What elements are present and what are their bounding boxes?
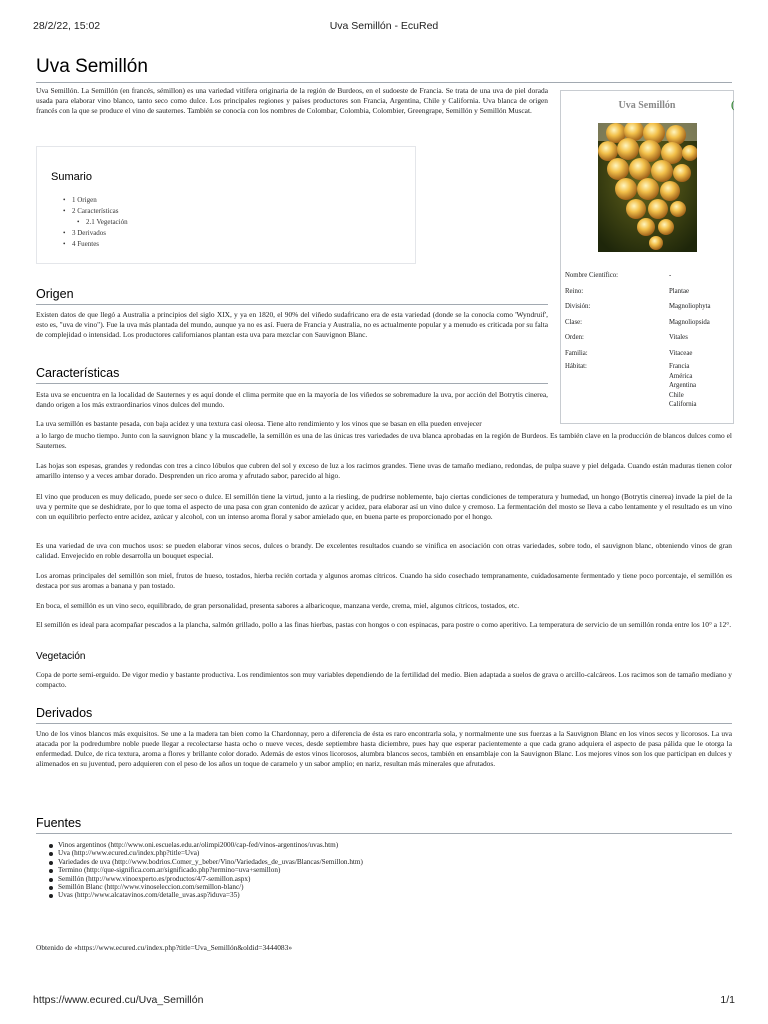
table-of-contents — [36, 146, 416, 264]
heading-fuentes-divider — [36, 833, 732, 834]
source-link[interactable]: Uva (http://www.ecured.cu/index.php?title=Uva) — [48, 849, 363, 857]
page-title: Uva Semillón — [36, 56, 148, 77]
toc-list — [63, 195, 128, 250]
caracteristicas-paragraph-8: El semillón es ideal para acompañar pescados a la plancha, salmón grillado, pollo a las finas hierbas, pastas con hongos o con espinacas, para postre o como aperitivo. La temperatura de servicio de un semillón ronda entre los 10° a 12°. — [36, 620, 732, 629]
caracteristicas-paragraph-5: Es una variedad de uva con muchos usos: se pueden elaborar vinos secos, dulces o brandy. De excelentes resultados cuando se vinifica en asociación con otras variedades, sobre todo, el sauvignon blanc, obteniendo vinos de gran calidad. Envejecido en roble desarrolla un bouquet especial. — [36, 541, 732, 560]
heading-caracteristicas-divider — [36, 383, 548, 384]
grape-cluster-icon — [598, 123, 697, 252]
source-link[interactable]: Semillón Blanc (http://www.vinoseleccion.com/semillon-blanc/) — [48, 883, 363, 891]
caracteristicas-paragraph-1: Esta uva se encuentra en la localidad de Sauternes y es aquí donde el clima permite que en la mayoría de los viñedos se sobremadure la uva, por acción del Botrytis cinerea, dando origen a los más extraordinarios vinos dulces del mundo. — [36, 390, 548, 409]
caracteristicas-paragraph-6: Los aromas principales del semillón son miel, frutos de hueso, tostados, hierba recién cortada y algunos aromas cítricos. Cuando ha sido cosechado tempranamente, cuidadosamente fermentado y tiene poco porcentaje, el semillón es destaca por sus aromas a banana y pan tostado. — [36, 571, 732, 590]
print-page-number: 1/1 — [720, 994, 735, 1006]
heading-fuentes: Fuentes — [36, 816, 82, 830]
print-datetime: 28/2/22, 15:02 — [33, 20, 101, 32]
heading-vegetacion: Vegetación — [36, 651, 86, 662]
caracteristicas-paragraph-7: En boca, el semillón es un vino seco, equilibrado, de gran personalidad, presenta sabores a albaricoque, manzana verde, crema, miel, algunos cítricos, tostados, etc. — [36, 601, 520, 610]
source-link[interactable]: Semillón (http://www.vinoexperto.es/productos/4/7-semillon.aspx) — [48, 875, 363, 883]
infobox: Uva Semillón Nombre Científico: - Reino: Plantae División: Magnoliophyta Clase: Magnoliopsida Orden: Vitales Familia: Vitaceae Hábitat: Francia América Argentina Chile California — [560, 90, 734, 424]
heading-caracteristicas: Características — [36, 366, 120, 380]
toc-item-derivados[interactable]: • 3 Derivados — [63, 229, 107, 237]
caracteristicas-paragraph-3: Las hojas son espesas, grandes y redondas con tres a cinco lóbulos que cubren del sol y exceso de luz a los racimos grandes. Tiene uvas de tamaño mediano, redondas, de pulpa suave y piel delgada. Cuando están maduras tienen color amarillo intenso y a veces ambar dorado. Desprenden un rico aroma y afrutado sabor, parecido al higo. — [36, 461, 732, 480]
infobox-title: Uva Semillón — [618, 100, 676, 111]
source-link[interactable]: Termino (http://que-significa.com.ar/significado.php?termino=uva+semillon) — [48, 866, 363, 874]
toc-item-origen[interactable]: • 1 Origen — [63, 196, 97, 204]
edge-marker-icon: ( — [731, 100, 735, 111]
caracteristicas-paragraph-4: El vino que producen es muy delicado, puede ser seco o dulce. El semillón tiene la virtud, junto a la riesling, de pudrirse noblemente, bajo ciertas condiciones de temperatura y humedad, un hongo (Botrytis cinerea) invade la piel de la uva y permite que se deshidrate, por lo que toma el aspecto de una pasa con gran contenido de azúcar y acidez, para elaborar así un vino dulce y cremoso. La fermentación del mosto se lleva a cabo lentamente y el resultado es un vino con un equilibrio perfecto entre acidez, azúcar y alcohol, con un intenso aroma floral y sabor amielado que, en buena parte es proporcionado por el hongo. — [36, 492, 732, 521]
heading-derivados-divider — [36, 723, 732, 724]
source-link[interactable]: Variedades de uva (http://www.bodrios.Comer_y_beber/Vino/Variedades_de_uvas/Blancas/Semillon.htm) — [48, 858, 363, 866]
derivados-paragraph: Uno de los vinos blancos más exquisitos. Se une a la madera tan bien como la Chardonnay, pero a diferencia de ésta es raro encontrarla sola, y normalmente une sus fuerzas a la Sauvignon Blanc en los vinos secos y licorosos. La uva atacada por la podredumbre noble puede llegar a recolectarse hasta ocho o nueve veces, desde septiembre hasta diciembre, pues hay que esperar pacientemente a que cada grano adquiera el aspecto de pasa pálida que le otorga la enfermedad. Dulce, de rica textura, aroma a flores y brillante color dorado. Además de estos vinos licorosos, alumbra blancos secos, también en ensamblaje con la Sauvignon Blanc. Los mejores vinos son los que participan en dulces y alimenados en su juventud, pero adquieren con el peso de los años un toque de caramelo y un sabor amplio; en nariz, resultan más minerales que afrutados. — [36, 729, 732, 768]
toc-item-caracteristicas[interactable]: • 2 Características — [63, 207, 119, 215]
toc-item-vegetacion[interactable]: • 2.1 Vegetación — [77, 218, 128, 226]
obtained-from-link[interactable]: Obtenido de «https://www.ecured.cu/index.php?title=Uva_Semillón&oldid=3444083» — [36, 943, 293, 952]
heading-derivados: Derivados — [36, 706, 93, 720]
sources-list — [48, 841, 363, 900]
origen-paragraph: Existen datos de que llegó a Australia a principios del siglo XIX, y ya en 1820, el 90% del viñedo sudafricano era de esta variedad (donde se la conocía como 'Wyndruif', esto es, "uva de vino"). Fue la uva más plantada del mundo, aunque ya no es así. Fuera de Francia y Australia, no es actualmente popular y a menudo es criticada por su falta de complejidad o intensidad. Los productores californianos plantan esta uva para mezclar con Sauvignon Blanc. — [36, 310, 548, 339]
caracteristicas-paragraph-2b: a lo largo de mucho tiempo. Junto con la sauvignon blanc y la muscadelle, la semillón es una de las únicas tres variedades de uva blanca aprobadas en la región de Burdeos. Es también clave en la producción de blancos dulces como el Sauternes. — [36, 431, 732, 450]
title-divider — [36, 82, 732, 83]
toc-item-fuentes[interactable]: • 4 Fuentes — [63, 240, 100, 248]
heading-origen-divider — [36, 304, 548, 305]
print-header — [33, 20, 735, 34]
grape-image[interactable] — [598, 123, 697, 252]
print-page-title: Uva Semillón - EcuRed — [329, 20, 439, 32]
caracteristicas-paragraph-2a: La uva semillón es bastante pesada, con baja acidez y una textura casi oleosa. Tiene alto rendimiento y los vinos que se basan en ella pueden envejecer — [36, 419, 482, 428]
toc-title: Sumario — [51, 171, 92, 183]
intro-paragraph: Uva Semillón. La Semillón (en francés, sémillon) es una variedad vitífera originaria de la región de Burdeos, en el sudoeste de Francia. Se trata de una uva de piel dorada usada para elaborar vino blanco, tanto seco como dulce. Los principales regiones y países productores son Francia, Argentina, Chile y California. Uva blanca de origen francés con la que se produce el vino de sauternes. También se conocía con los nombres de Colombar, Colombia, Colombier, Greengrape, Semillón y Semillón Muscat. — [36, 86, 548, 115]
vegetacion-paragraph: Copa de porte semi-erguido. De vigor medio y bastante productiva. Los rendimientos son muy variables dependiendo de la fertilidad del medio. Bien adaptada a suelos de grava o arcillo-calcáreos. Los racimos son de tamaño mediano y compacto. — [36, 670, 732, 689]
print-url: https://www.ecured.cu/Uva_Semillón — [33, 994, 204, 1006]
source-link[interactable]: Vinos argentinos (http://www.oni.escuelas.edu.ar/olimpi2000/cap-fed/vinos-argentinos/uvas.htm) — [48, 841, 363, 849]
heading-origen: Origen — [36, 287, 74, 301]
source-link[interactable]: Uvas (http://www.alcatavinos.com/detalle_uvas.asp?iduva=35) — [48, 891, 363, 899]
print-footer — [33, 994, 735, 1008]
